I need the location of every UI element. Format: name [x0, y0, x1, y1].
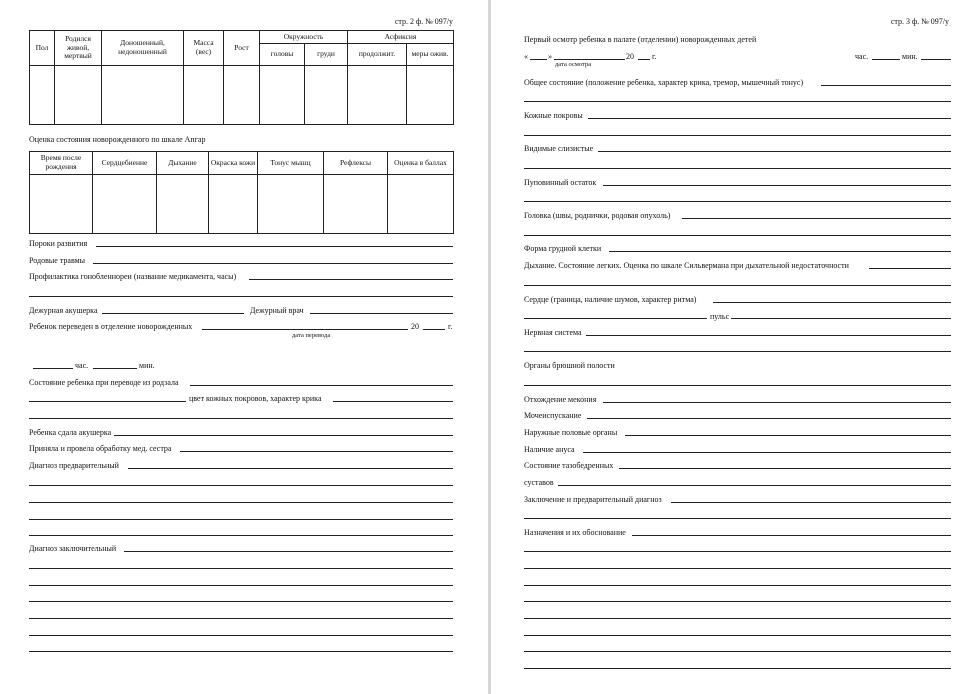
exam-year-line[interactable]	[638, 59, 650, 60]
final-diagnosis-line[interactable]	[29, 618, 453, 619]
prescriptions-line[interactable]	[524, 601, 951, 602]
general-condition-label: Общее состояние (положение ребенка, характер крика, тремор, мышечный тонус)	[524, 78, 804, 87]
condition-on-transfer-line[interactable]	[190, 385, 453, 386]
prescriptions-line[interactable]	[524, 668, 951, 669]
page-number: стр. 2 ф. № 097/у	[394, 17, 453, 26]
final-diagnosis-line[interactable]	[29, 601, 453, 602]
prescriptions-line[interactable]	[524, 618, 951, 619]
apgar-header-breathing: Дыхание	[157, 152, 209, 175]
transfer-date-line[interactable]	[202, 329, 408, 330]
header-head: головы	[260, 44, 305, 66]
apgar-cell-time[interactable]	[30, 175, 93, 234]
cell-duration[interactable]	[348, 66, 407, 125]
general-condition-line[interactable]	[524, 101, 951, 102]
transferred-label: Ребенок переведен в отделение новорожденных	[29, 322, 193, 331]
preliminary-diagnosis-line[interactable]	[29, 519, 453, 520]
chest-shape-label: Форма грудной клетки	[524, 244, 602, 253]
cell-alive-dead[interactable]	[55, 66, 102, 125]
final-diagnosis-label: Диагноз заключительный	[29, 544, 117, 553]
transfer-year-line[interactable]	[423, 329, 445, 330]
final-diagnosis-line[interactable]	[29, 585, 453, 586]
joints-line[interactable]	[558, 485, 951, 486]
condition-on-transfer-line-2[interactable]	[29, 401, 186, 402]
preliminary-diagnosis-line[interactable]	[29, 502, 453, 503]
cell-chest[interactable]	[305, 66, 348, 125]
abdomen-label: Органы брюшной полости	[524, 361, 615, 370]
apgar-header-time: Время после рождения	[30, 152, 93, 175]
transfer-year-prefix: 20	[411, 322, 419, 331]
page-number: стр. 3 ф. № 097/у	[890, 17, 949, 26]
handed-by-midwife-label: Ребенка сдала акушерка	[29, 428, 112, 437]
condition-on-transfer-line-3[interactable]	[29, 418, 453, 419]
preliminary-diagnosis-line[interactable]	[29, 485, 453, 486]
header-sex: Пол	[30, 31, 55, 66]
prescriptions-line[interactable]	[632, 535, 951, 536]
transfer-year-suffix: г.	[448, 322, 453, 331]
apgar-header-reflexes: Рефлексы	[324, 152, 388, 175]
handed-by-midwife-line[interactable]	[114, 435, 453, 436]
gonoblennorrhea-line-2[interactable]	[29, 296, 453, 297]
preliminary-diagnosis-line[interactable]	[29, 535, 453, 536]
pulse-line[interactable]	[731, 318, 951, 319]
mucosa-label: Видимые слизистые	[524, 144, 594, 153]
conclusion-label: Заключение и предварительный диагноз	[524, 495, 662, 504]
head-line[interactable]	[524, 235, 951, 236]
heart-line[interactable]	[524, 318, 707, 319]
exam-hours-label: час.	[855, 52, 869, 61]
cell-term[interactable]	[102, 66, 184, 125]
prescriptions-label: Назначения и их обоснование	[524, 528, 626, 537]
header-height: Рост	[224, 31, 260, 66]
skin-line[interactable]	[588, 118, 951, 119]
mucosa-line[interactable]	[598, 151, 951, 152]
umbilical-line[interactable]	[524, 201, 951, 202]
general-condition-line[interactable]	[821, 85, 951, 86]
first-exam-title: Первый осмотр ребенка в палате (отделении) новорожденных детей	[524, 35, 757, 44]
genitals-label: Наружные половые органы	[524, 428, 618, 437]
hip-condition-label: Состояние тазобедренных	[524, 461, 614, 470]
nervous-line[interactable]	[524, 351, 951, 352]
hip-condition-line[interactable]	[619, 468, 951, 469]
joints-label: суставов	[524, 478, 554, 487]
final-diagnosis-line[interactable]	[29, 635, 453, 636]
exam-year-suffix: г.	[652, 52, 657, 61]
skin-line[interactable]	[524, 135, 951, 136]
header-measures: меры ожив.	[407, 44, 454, 66]
preliminary-diagnosis-line[interactable]	[128, 468, 453, 469]
prescriptions-line[interactable]	[524, 635, 951, 636]
header-circumference: Окружность	[260, 31, 348, 44]
apgar-header-muscle-tone: Тонус мышц	[258, 152, 324, 175]
defects-label: Пороки развития	[29, 239, 88, 248]
meconium-line[interactable]	[603, 402, 951, 403]
apgar-header-score: Оценка в баллах	[388, 152, 454, 175]
exam-month-line[interactable]	[554, 59, 625, 60]
umbilical-label: Пуповинный остаток	[524, 178, 597, 187]
prescriptions-line[interactable]	[524, 568, 951, 569]
header-asphyxia: Асфиксия	[348, 31, 454, 44]
doctor-on-duty-label: Дежурный врач	[250, 306, 304, 315]
anus-line[interactable]	[583, 452, 951, 453]
form-page-3	[491, 0, 979, 694]
apgar-cell-score[interactable]	[388, 175, 454, 234]
prescriptions-line[interactable]	[524, 651, 951, 652]
header-duration: продолжит.	[348, 44, 407, 66]
header-alive-dead: Родился живой, мертвый	[55, 31, 102, 66]
apgar-table	[29, 151, 454, 234]
nervous-label: Нервная система	[524, 328, 582, 337]
conclusion-line[interactable]	[524, 518, 951, 519]
prescriptions-line[interactable]	[524, 551, 951, 552]
final-diagnosis-line[interactable]	[29, 651, 453, 652]
exam-minutes-line[interactable]	[921, 59, 951, 60]
apgar-cell-heartbeat[interactable]	[93, 175, 157, 234]
birth-injuries-label: Родовые травмы	[29, 256, 86, 265]
gonoblennorrhea-label: Профилактика гонобленнореи (название медикамента, часы)	[29, 272, 237, 281]
birth-injuries-line[interactable]	[93, 263, 453, 264]
cell-height[interactable]	[224, 66, 260, 125]
meconium-label: Отхождение мекония	[524, 395, 597, 404]
skin-color-cry-label: цвет кожных покровов, характер крика	[189, 394, 322, 403]
genitals-line[interactable]	[625, 435, 951, 436]
preliminary-diagnosis-label: Диагноз предварительный	[29, 461, 119, 470]
date-open-quote: «	[524, 52, 528, 61]
condition-on-transfer-label: Состояние ребенка при переводе из родзала	[29, 378, 179, 387]
transfer-minutes-line[interactable]	[93, 368, 137, 369]
apgar-cell-reflexes[interactable]	[324, 175, 388, 234]
apgar-cell-skin-color[interactable]	[209, 175, 258, 234]
breathing-line[interactable]	[869, 268, 951, 269]
chest-shape-line[interactable]	[609, 251, 951, 252]
header-chest: груди	[305, 44, 348, 66]
doctor-on-duty-line[interactable]	[310, 313, 453, 314]
urination-label: Мочеиспускание	[524, 411, 582, 420]
cell-head[interactable]	[260, 66, 305, 125]
urination-line[interactable]	[587, 418, 951, 419]
received-by-nurse-label: Приняла и провела обработку мед. сестра	[29, 444, 172, 453]
head-line[interactable]	[682, 218, 951, 219]
exam-year-prefix: 20	[626, 52, 634, 61]
received-by-nurse-line[interactable]	[180, 451, 453, 452]
exam-day-line[interactable]	[530, 59, 547, 60]
cell-sex[interactable]	[30, 66, 55, 125]
apgar-cell-muscle-tone[interactable]	[258, 175, 324, 234]
defects-line[interactable]	[96, 246, 453, 247]
heart-label: Сердце (граница, наличие шумов, характер ритма)	[524, 295, 697, 304]
cell-mass[interactable]	[184, 66, 224, 125]
gonoblennorrhea-line[interactable]	[249, 279, 453, 280]
head-label: Головка (швы, роднички, родовая опухоль)	[524, 211, 671, 220]
transfer-hours-line[interactable]	[33, 368, 73, 369]
cell-measures[interactable]	[407, 66, 454, 125]
minutes-label: мин.	[139, 361, 155, 370]
umbilical-line[interactable]	[603, 185, 951, 186]
pulse-label: пульс	[710, 312, 730, 321]
abdomen-line[interactable]	[524, 385, 951, 386]
final-diagnosis-line[interactable]	[124, 551, 453, 552]
header-mass: Масса (вес)	[184, 31, 224, 66]
breathing-line[interactable]	[524, 285, 951, 286]
apgar-title: Оценка состояния новорожденного по шкале Апгар	[29, 135, 206, 144]
anus-label: Наличие ануса	[524, 445, 575, 454]
exam-minutes-label: мин.	[902, 52, 918, 61]
exam-hours-line[interactable]	[872, 59, 900, 60]
header-term: Доношенный, недоношенный	[102, 31, 184, 66]
mucosa-line[interactable]	[524, 168, 951, 169]
prescriptions-line[interactable]	[524, 585, 951, 586]
breathing-label: Дыхание. Состояние легких. Оценка по шкале Сильвермана при дыхательной недостаточности	[524, 261, 849, 270]
skin-label: Кожные покровы	[524, 111, 583, 120]
form-page-2	[0, 0, 488, 694]
hours-label: час.	[75, 361, 89, 370]
date-close-quote: »	[548, 52, 552, 61]
midwife-on-duty-label: Дежурная акушерка	[29, 306, 98, 315]
birth-info-table	[29, 30, 454, 125]
final-diagnosis-line[interactable]	[29, 568, 453, 569]
skin-color-cry-line[interactable]	[333, 401, 453, 402]
transfer-date-caption: дата перевода	[292, 332, 331, 339]
apgar-header-skin-color: Окраска кожи	[209, 152, 258, 175]
heart-line[interactable]	[713, 302, 951, 303]
exam-date-caption: дата осмотра	[555, 61, 592, 68]
midwife-on-duty-line[interactable]	[102, 313, 244, 314]
apgar-cell-breathing[interactable]	[157, 175, 209, 234]
nervous-line[interactable]	[586, 335, 951, 336]
apgar-header-heartbeat: Сердцебиение	[93, 152, 157, 175]
conclusion-line[interactable]	[671, 502, 951, 503]
